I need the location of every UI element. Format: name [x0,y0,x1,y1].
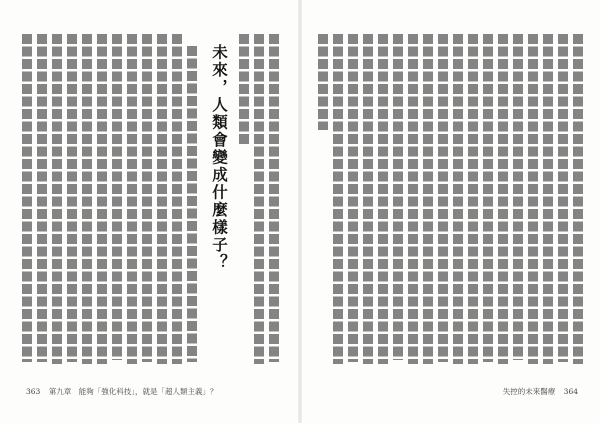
text-column [111,34,123,360]
text-column [422,34,434,364]
text-column [467,34,479,364]
text-column [21,34,33,362]
text-column [238,34,250,144]
text-column [96,34,108,364]
text-column [542,34,554,364]
text-column [36,34,48,362]
text-column [512,34,524,360]
text-column [392,34,404,360]
left-running-head: 第九章 能夠「強化科技」，就是「超人類主義」？ [48,387,218,396]
text-column [317,34,329,130]
text-column [407,34,419,364]
text-column [253,34,265,364]
text-column [66,34,78,362]
text-column [572,34,584,364]
left-page [0,0,298,423]
right-page-footer [503,386,584,397]
right-page-number: 364 [563,387,578,396]
text-column [557,34,569,362]
text-column [156,34,168,364]
text-column [347,34,359,362]
text-column [171,34,183,364]
text-column [186,46,198,362]
text-column [527,34,539,364]
text-column [497,34,509,364]
text-column [268,34,280,362]
text-column [437,34,449,362]
text-column [332,34,344,364]
text-column [126,34,138,364]
right-page [302,0,600,423]
text-column [81,34,93,364]
text-column [51,34,63,364]
section-heading: 未來，人類會變成什麼樣子？ [210,44,228,272]
text-column [141,34,153,362]
text-column [377,34,389,364]
right-running-head: 失控的未來醫療 [502,387,556,396]
text-column [362,34,374,364]
text-column [452,34,464,364]
left-page-number: 363 [26,387,41,396]
text-column [482,34,494,362]
left-page-footer [20,386,217,397]
